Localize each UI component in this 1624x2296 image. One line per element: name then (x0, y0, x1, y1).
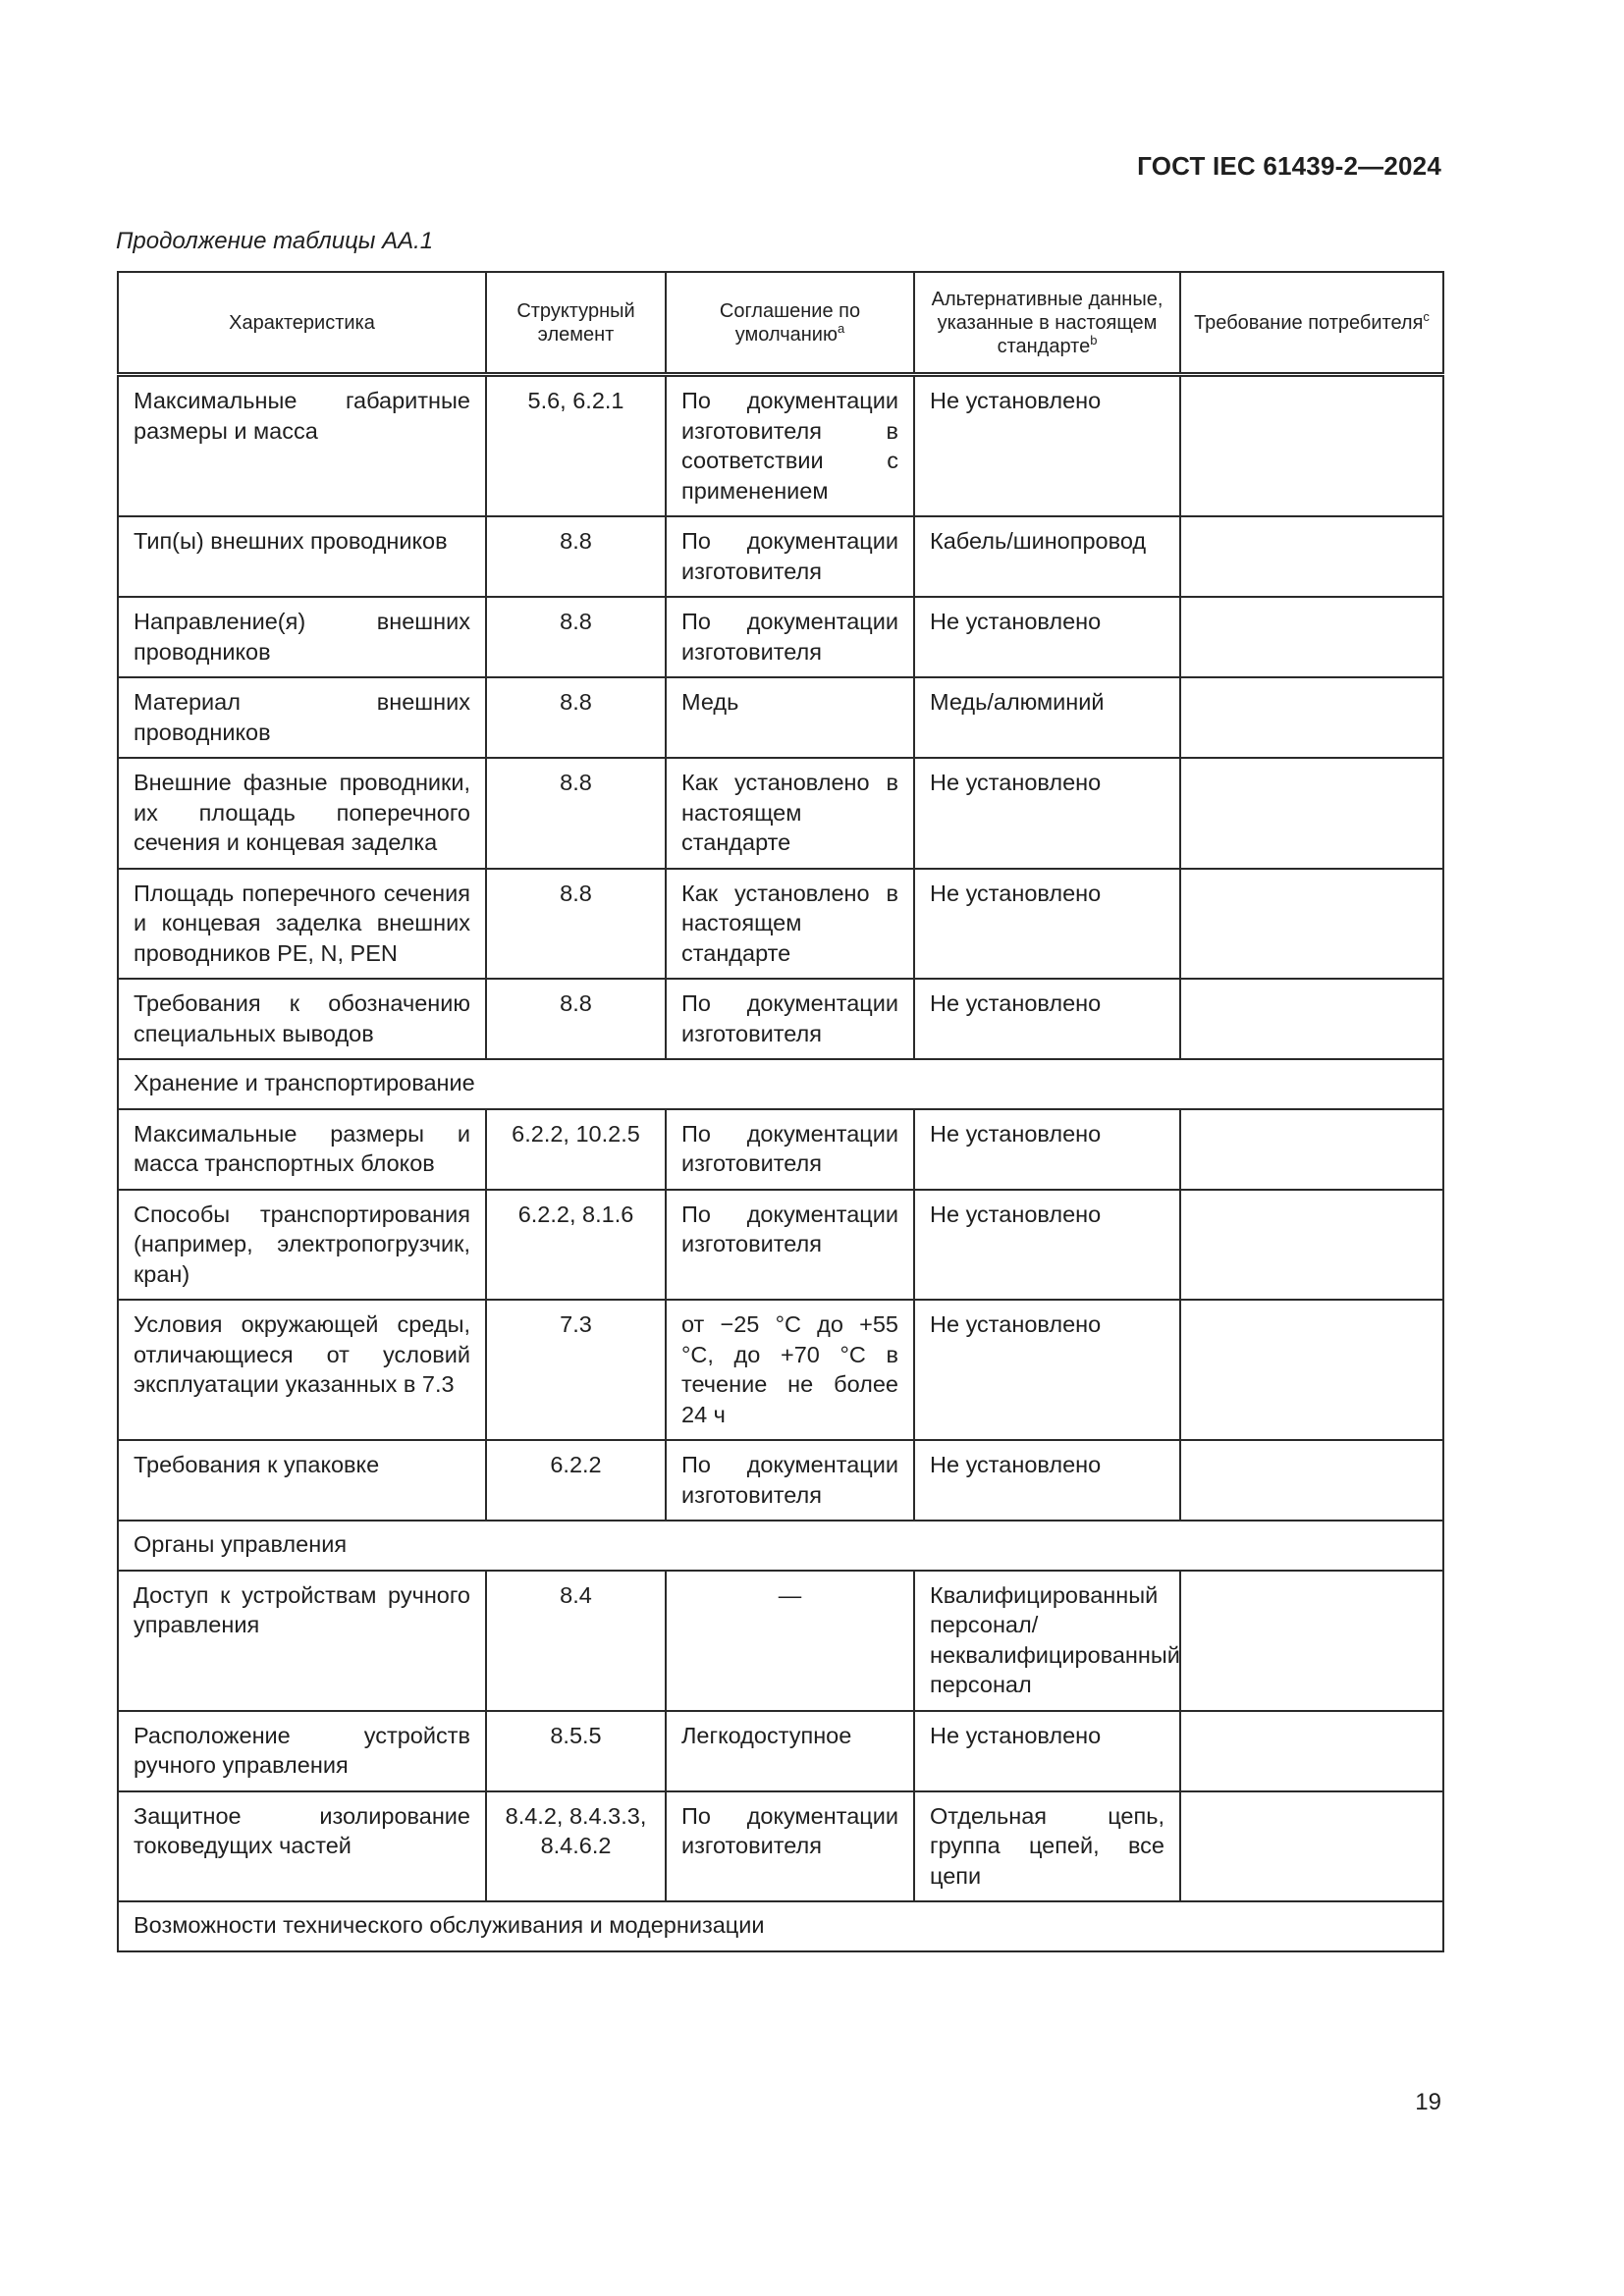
table-header-row (118, 272, 1443, 375)
column-header-user-requirement: Требование потребителя$^c$ (1180, 272, 1443, 375)
cell-element: 6.2.2, 8.1.6 (486, 1190, 666, 1301)
cell-default: Медь (666, 677, 914, 758)
cell-default: По документации изготовителя (666, 979, 914, 1059)
cell-default: По документации изготовителя (666, 1109, 914, 1190)
cell-requirement (1180, 1109, 1443, 1190)
table-row (118, 597, 1443, 677)
cell-alternative: Не установлено (914, 979, 1180, 1059)
cell-default: По документации изготовителя (666, 597, 914, 677)
cell-characteristic: Материал внешних проводников (118, 677, 486, 758)
cell-requirement (1180, 979, 1443, 1059)
column-header-characteristic: Характеристика (118, 272, 486, 375)
cell-requirement (1180, 597, 1443, 677)
cell-alternative: Не установлено (914, 375, 1180, 517)
table-row (118, 1300, 1443, 1440)
cell-alternative: Не установлено (914, 1109, 1180, 1190)
cell-default: По документации изготовителя (666, 1791, 914, 1902)
column-header-structural-element: Структурный элемент (486, 272, 666, 375)
cell-requirement (1180, 1791, 1443, 1902)
cell-characteristic: Расположение устройств ручного управления (118, 1711, 486, 1791)
cell-element: 6.2.2, 10.2.5 (486, 1109, 666, 1190)
page-number: 19 (1415, 2089, 1441, 2115)
table-row (118, 979, 1443, 1059)
section-row-controls (118, 1521, 1443, 1571)
cell-characteristic: Доступ к устройствам ручного управления (118, 1571, 486, 1711)
cell-default: от −25 °C до +55 °C, до +70 °C в течение не более 24 ч (666, 1300, 914, 1440)
cell-element: 7.3 (486, 1300, 666, 1440)
table-row (118, 1791, 1443, 1902)
cell-alternative: Кабель/шинопровод (914, 516, 1180, 597)
cell-characteristic: Способы транспортирования (например, электропогрузчик, кран) (118, 1190, 486, 1301)
cell-element: 5.6, 6.2.1 (486, 375, 666, 517)
table-row (118, 1571, 1443, 1711)
table-row (118, 516, 1443, 597)
cell-characteristic: Внешние фазные проводники, их площадь поперечного сечения и концевая заделка (118, 758, 486, 869)
section-row-maintenance (118, 1901, 1443, 1951)
cell-alternative: Не установлено (914, 1190, 1180, 1301)
cell-alternative: Не установлено (914, 869, 1180, 980)
cell-default: По документации изготовителя (666, 516, 914, 597)
cell-characteristic: Направление(я) внешних проводников (118, 597, 486, 677)
cell-characteristic: Защитное изолирование токоведущих частей (118, 1791, 486, 1902)
table-row (118, 677, 1443, 758)
cell-requirement (1180, 869, 1443, 980)
table-caption: Продолжение таблицы АА.1 (116, 228, 434, 254)
section-title: Органы управления (118, 1521, 1443, 1571)
footnote-mark: c (1423, 308, 1430, 324)
cell-element: 6.2.2 (486, 1440, 666, 1521)
cell-requirement (1180, 375, 1443, 517)
table-row (118, 1190, 1443, 1301)
cell-requirement (1180, 1440, 1443, 1521)
cell-requirement (1180, 1711, 1443, 1791)
cell-characteristic: Максимальные габаритные размеры и масса (118, 375, 486, 517)
cell-characteristic: Требования к обозначению специальных выводов (118, 979, 486, 1059)
cell-default: Как установлено в настоящем стандарте (666, 758, 914, 869)
cell-requirement (1180, 758, 1443, 869)
table-row (118, 1440, 1443, 1521)
footnote-mark: b (1090, 332, 1098, 347)
footnote-mark: a (837, 320, 845, 336)
table-row (118, 1711, 1443, 1791)
cell-requirement (1180, 1571, 1443, 1711)
cell-alternative: Не установлено (914, 1300, 1180, 1440)
cell-alternative: Медь/алюминий (914, 677, 1180, 758)
cell-alternative: Не установлено (914, 1711, 1180, 1791)
cell-requirement (1180, 516, 1443, 597)
cell-requirement (1180, 677, 1443, 758)
cell-element: 8.5.5 (486, 1711, 666, 1791)
column-header-default-agreement: Соглашение по умолчанию$^a$ (666, 272, 914, 375)
cell-element: 8.8 (486, 516, 666, 597)
cell-requirement (1180, 1300, 1443, 1440)
document-header: ГОСТ IEC 61439-2—2024 (1137, 151, 1441, 181)
specification-table (117, 271, 1444, 1952)
cell-alternative: Отдельная цепь, группа цепей, все цепи (914, 1791, 1180, 1902)
cell-default: По документации изготовителя в соответствии с применением (666, 375, 914, 517)
column-header-alternative: Альтернативные данные, указанные в настоящем стандарте$^b$ (914, 272, 1180, 375)
cell-alternative: Не установлено (914, 758, 1180, 869)
cell-element: 8.8 (486, 979, 666, 1059)
cell-default: По документации изготовителя (666, 1190, 914, 1301)
cell-default: Легкодоступное (666, 1711, 914, 1791)
cell-element: 8.8 (486, 597, 666, 677)
cell-default: — (666, 1571, 914, 1711)
cell-element: 8.8 (486, 869, 666, 980)
cell-element: 8.8 (486, 677, 666, 758)
cell-element: 8.4.2, 8.4.3.3, 8.4.6.2 (486, 1791, 666, 1902)
cell-alternative: Квалифицированный персонал/ неквалифицированный персонал (914, 1571, 1180, 1711)
cell-characteristic: Условия окружающей среды, отличающиеся от условий эксплуатации указанных в 7.3 (118, 1300, 486, 1440)
table-row (118, 375, 1443, 517)
cell-characteristic: Требования к упаковке (118, 1440, 486, 1521)
table-row (118, 758, 1443, 869)
cell-characteristic: Максимальные размеры и масса транспортных блоков (118, 1109, 486, 1190)
table-row (118, 869, 1443, 980)
section-title: Хранение и транспортирование (118, 1059, 1443, 1109)
cell-requirement (1180, 1190, 1443, 1301)
cell-characteristic: Тип(ы) внешних проводников (118, 516, 486, 597)
cell-characteristic: Площадь поперечного сечения и концевая заделка внешних проводников PE, N, PEN (118, 869, 486, 980)
cell-alternative: Не установлено (914, 597, 1180, 677)
cell-default: По документации изготовителя (666, 1440, 914, 1521)
cell-alternative: Не установлено (914, 1440, 1180, 1521)
cell-default: Как установлено в настоящем стандарте (666, 869, 914, 980)
section-title: Возможности технического обслуживания и модернизации (118, 1901, 1443, 1951)
cell-element: 8.4 (486, 1571, 666, 1711)
cell-element: 8.8 (486, 758, 666, 869)
table-row (118, 1109, 1443, 1190)
section-row-storage (118, 1059, 1443, 1109)
